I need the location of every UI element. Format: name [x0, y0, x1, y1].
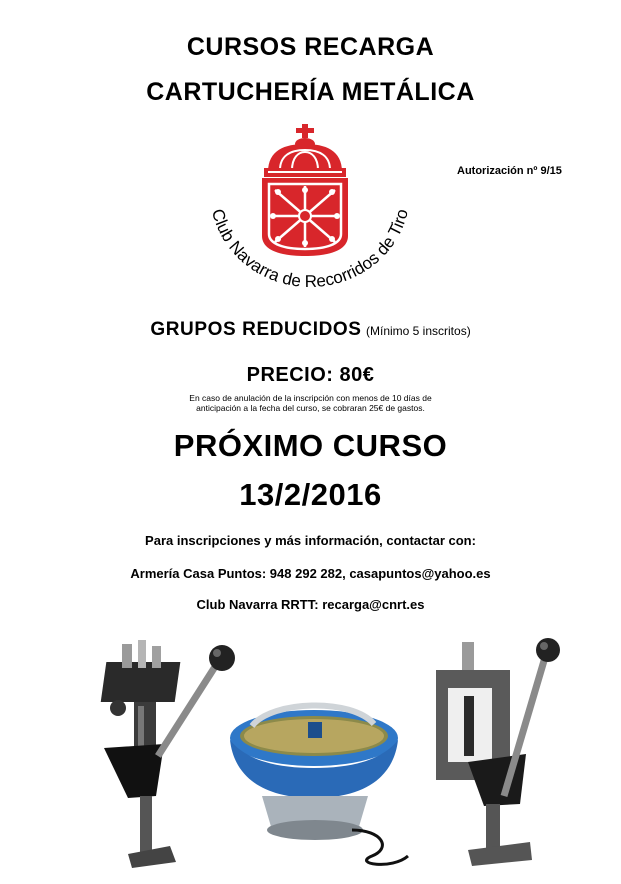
- reloading-press-icon: [436, 638, 560, 866]
- contact-club: Club Navarra RRTT: recarga@cnrt.es: [196, 597, 425, 612]
- authorization-label: Autorización nº 9/15: [457, 165, 562, 177]
- groups-label: GRUPOS REDUCIDOS: [150, 319, 362, 340]
- next-course-date: 13/2/2016: [239, 477, 382, 512]
- title-line-1: CURSOS RECARGA: [186, 33, 435, 61]
- club-name-arc: Club Navarra de Recorridos de Tiro: [207, 206, 412, 292]
- cancel-note: [0, 393, 621, 413]
- crown-icon: [264, 124, 346, 177]
- shield-icon: [262, 178, 348, 256]
- contact-armeria: Armería Casa Puntos: 948 292 282, casapuntos@yahoo.es: [130, 566, 491, 581]
- tumbler-image: [222, 680, 412, 880]
- reloading-press-icon: [101, 640, 235, 868]
- contact-intro: Para inscripciones y más información, contactar con:: [145, 533, 476, 548]
- case-tumbler-icon: [230, 705, 408, 864]
- club-logo: [190, 122, 430, 302]
- groups-note: (Mínimo 5 inscritos): [366, 324, 471, 338]
- cancel-note-line-1: En caso de anulación de la inscripción con menos de 10 días de: [189, 393, 432, 403]
- next-course-label: PRÓXIMO CURSO: [173, 428, 448, 463]
- cancel-note-line-2: anticipación a la fecha del curso, se cobraran 25€ de gastos.: [196, 403, 425, 413]
- right-press-image: [428, 636, 578, 876]
- title-line-2: CARTUCHERÍA METÁLICA: [146, 78, 475, 106]
- groups-line: [0, 319, 621, 341]
- price-label: PRECIO: 80€: [246, 364, 375, 386]
